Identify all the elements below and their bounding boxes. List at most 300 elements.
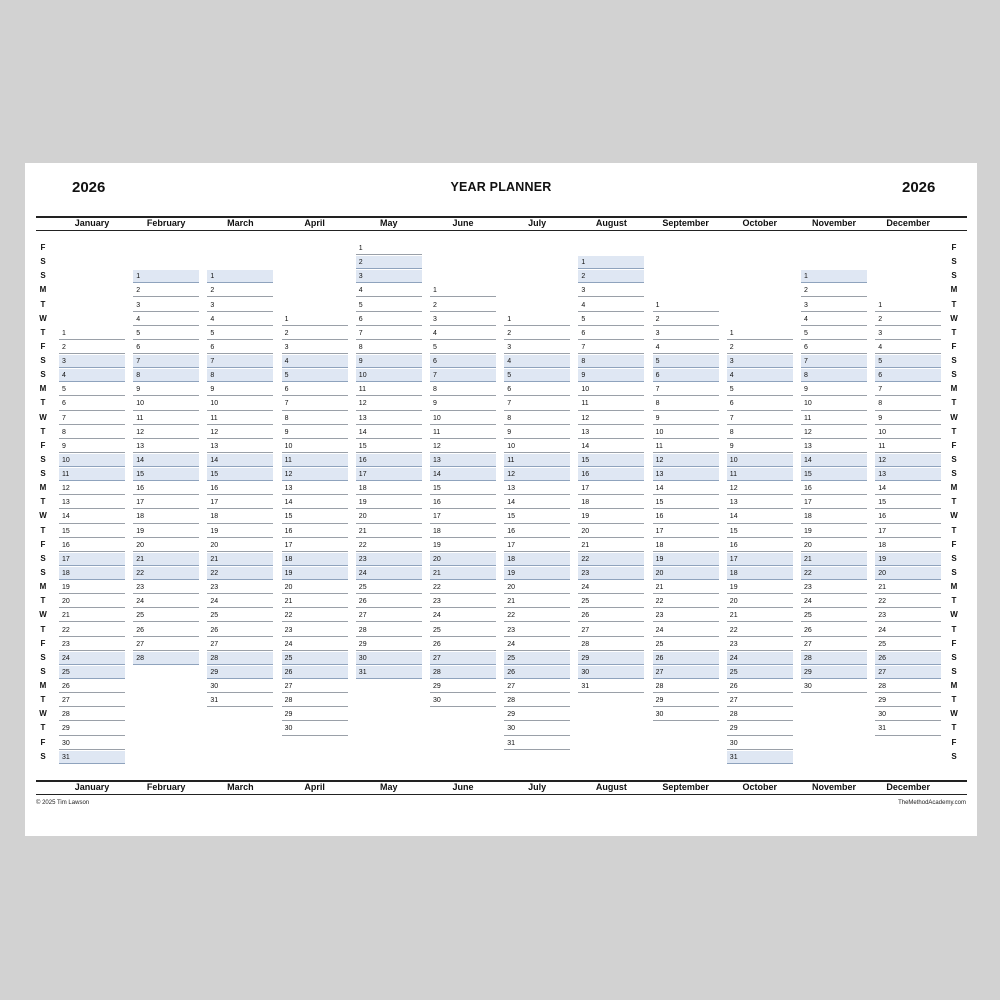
day-cell: 15 [727,525,793,538]
day-cell: 25 [282,652,348,665]
day-cell: 4 [430,327,496,340]
weekday-label-right: S [951,370,957,380]
day-cell: 12 [727,482,793,495]
day-cell: 19 [133,525,199,538]
day-cell: 13 [653,468,719,481]
day-cell: 1 [801,270,867,283]
day-cell: 26 [653,652,719,665]
day-cell: 19 [578,510,644,523]
day-cell: 23 [875,609,941,622]
day-cell: 12 [133,426,199,439]
day-cell: 24 [133,595,199,608]
weekday-label-right: W [950,709,958,719]
day-cell: 27 [801,638,867,651]
day-cell: 22 [504,609,570,622]
weekday-label-left: S [40,553,46,563]
day-cell: 8 [578,355,644,368]
day-cell: 24 [504,638,570,651]
day-cell: 1 [207,270,273,283]
day-cell: 9 [59,440,125,453]
day-cell: 31 [504,737,570,750]
day-cell: 22 [59,624,125,637]
year-left: 2026 [72,179,106,196]
day-cell: 9 [282,426,348,439]
day-cell: 4 [653,341,719,354]
day-cell: 20 [133,539,199,552]
day-cell: 25 [59,666,125,679]
month-header-april: April [304,218,325,228]
planner-title: YEAR PLANNER [450,180,552,194]
weekday-label-left: T [40,624,46,634]
day-cell: 25 [801,609,867,622]
day-cell: 2 [356,256,422,269]
day-cell: 25 [356,581,422,594]
day-cell: 18 [653,539,719,552]
weekday-label-left: T [40,723,46,733]
day-cell: 22 [801,567,867,580]
day-cell: 4 [875,341,941,354]
weekday-label-left: M [39,582,47,592]
day-cell: 6 [430,355,496,368]
month-header-march: March [227,218,254,228]
day-cell: 28 [727,708,793,721]
day-cell: 19 [653,553,719,566]
day-cell: 16 [504,525,570,538]
month-header-may: May [380,218,398,228]
day-cell: 28 [59,708,125,721]
day-cell: 28 [356,624,422,637]
day-cell: 18 [207,510,273,523]
day-cell: 17 [875,525,941,538]
day-cell: 29 [59,722,125,735]
day-cell: 3 [59,355,125,368]
day-cell: 28 [801,652,867,665]
day-cell: 25 [653,638,719,651]
day-cell: 11 [133,412,199,425]
weekday-label-left: T [40,525,46,535]
weekday-label-right: T [951,299,957,309]
weekday-label-left: T [40,497,46,507]
day-cell: 4 [282,355,348,368]
day-cell: 29 [504,708,570,721]
day-cell: 3 [504,341,570,354]
day-cell: 30 [801,680,867,693]
day-cell: 19 [504,567,570,580]
day-cell: 25 [727,666,793,679]
day-cell: 4 [727,369,793,382]
weekday-label-right: S [951,567,957,577]
weekday-label-right: T [951,497,957,507]
day-cell: 14 [653,482,719,495]
day-cell: 16 [207,482,273,495]
day-cell: 17 [356,468,422,481]
day-cell: 3 [133,299,199,312]
day-cell: 29 [653,694,719,707]
day-cell: 19 [356,496,422,509]
top-rule-lower [36,230,967,231]
day-cell: 16 [578,468,644,481]
day-cell: 4 [504,355,570,368]
day-cell: 26 [133,624,199,637]
day-cell: 16 [133,482,199,495]
weekday-label-right: T [951,525,957,535]
weekday-label-right: T [951,723,957,733]
day-cell: 10 [504,440,570,453]
day-cell: 22 [207,567,273,580]
day-cell: 15 [59,525,125,538]
day-cell: 4 [578,299,644,312]
day-cell: 12 [875,454,941,467]
day-cell: 17 [430,510,496,523]
weekday-label-left: F [40,539,46,549]
day-cell: 15 [207,468,273,481]
day-cell: 2 [578,270,644,283]
day-cell: 9 [801,383,867,396]
day-cell: 21 [727,609,793,622]
weekday-label-right: S [951,666,957,676]
month-footer-july: July [528,782,547,792]
day-cell: 20 [504,581,570,594]
day-cell: 24 [875,624,941,637]
day-cell: 7 [653,383,719,396]
day-cell: 24 [59,652,125,665]
day-cell: 5 [133,327,199,340]
day-cell: 8 [504,412,570,425]
day-cell: 7 [356,327,422,340]
weekday-label-left: M [39,285,47,295]
day-cell: 24 [356,567,422,580]
day-cell: 15 [430,482,496,495]
day-cell: 30 [59,737,125,750]
day-cell: 4 [207,313,273,326]
day-cell: 7 [875,383,941,396]
month-footer-april: April [304,782,325,792]
day-cell: 15 [282,510,348,523]
day-cell: 28 [504,694,570,707]
day-cell: 24 [653,624,719,637]
day-cell: 20 [875,567,941,580]
month-header-january: January [74,218,110,228]
weekday-label-left: T [40,695,46,705]
day-cell: 1 [59,327,125,340]
day-cell: 26 [356,595,422,608]
weekday-label-right: T [951,426,957,436]
month-footer-may: May [380,782,398,792]
day-cell: 14 [59,510,125,523]
weekday-label-right: F [951,638,957,648]
day-cell: 18 [59,567,125,580]
day-cell: 1 [282,313,348,326]
day-cell: 10 [133,397,199,410]
day-cell: 18 [504,553,570,566]
day-cell: 4 [133,313,199,326]
day-cell: 13 [133,440,199,453]
day-cell: 12 [578,412,644,425]
day-cell: 11 [875,440,941,453]
weekday-label-right: S [951,271,957,281]
weekday-label-left: S [40,356,46,366]
planner-sheet [25,163,977,836]
day-cell: 24 [801,595,867,608]
day-cell: 8 [59,426,125,439]
day-cell: 17 [59,553,125,566]
day-cell: 11 [282,454,348,467]
day-cell: 6 [282,383,348,396]
weekday-label-right: F [951,341,957,351]
day-cell: 1 [653,299,719,312]
weekday-label-right: W [950,313,958,323]
day-cell: 5 [504,369,570,382]
day-cell: 10 [59,454,125,467]
website-text: TheMethodAcademy.com [898,800,966,806]
day-cell: 3 [207,299,273,312]
day-cell: 22 [578,553,644,566]
weekday-label-left: F [40,440,46,450]
day-cell: 9 [727,440,793,453]
day-cell: 26 [59,680,125,693]
weekday-label-left: F [40,737,46,747]
day-cell: 12 [207,426,273,439]
day-cell: 27 [875,666,941,679]
day-cell: 14 [430,468,496,481]
day-cell: 2 [801,284,867,297]
day-cell: 12 [653,454,719,467]
day-cell: 12 [59,482,125,495]
month-footer-september: September [662,782,709,792]
day-cell: 1 [504,313,570,326]
day-cell: 27 [282,680,348,693]
day-cell: 22 [653,595,719,608]
day-cell: 18 [356,482,422,495]
day-cell: 30 [207,680,273,693]
day-cell: 26 [282,666,348,679]
day-cell: 7 [133,355,199,368]
weekday-label-left: S [40,751,46,761]
day-cell: 21 [875,581,941,594]
day-cell: 13 [504,482,570,495]
day-cell: 10 [207,397,273,410]
day-cell: 29 [727,722,793,735]
month-header-june: June [452,218,474,228]
day-cell: 20 [727,595,793,608]
day-cell: 10 [653,426,719,439]
weekday-label-left: S [40,567,46,577]
day-cell: 23 [59,638,125,651]
bottom-rule-lower [36,794,967,795]
day-cell: 14 [356,426,422,439]
day-cell: 8 [133,369,199,382]
weekday-label-left: T [40,426,46,436]
day-cell: 28 [207,652,273,665]
day-cell: 27 [578,624,644,637]
weekday-label-left: W [39,511,47,521]
month-footer-november: November [811,782,856,792]
day-cell: 15 [504,510,570,523]
day-cell: 30 [430,694,496,707]
weekday-label-right: M [950,384,958,394]
day-cell: 2 [207,284,273,297]
day-cell: 16 [356,454,422,467]
weekday-label-right: F [951,440,957,450]
day-cell: 3 [801,299,867,312]
day-cell: 17 [801,496,867,509]
day-cell: 27 [727,694,793,707]
day-cell: 21 [282,595,348,608]
day-cell: 27 [207,638,273,651]
day-cell: 16 [282,525,348,538]
day-cell: 26 [801,624,867,637]
weekday-label-right: S [951,751,957,761]
day-cell: 5 [207,327,273,340]
weekday-label-right: T [951,327,957,337]
day-cell: 2 [653,313,719,326]
month-header-october: October [742,218,778,228]
day-cell: 9 [133,383,199,396]
day-cell: 11 [578,397,644,410]
day-cell: 17 [653,525,719,538]
weekday-label-right: S [951,553,957,563]
weekday-label-left: W [39,610,47,620]
copyright-text: © 2025 Tim Lawson [36,800,90,806]
weekday-label-left: S [40,454,46,464]
day-cell: 13 [430,454,496,467]
day-cell: 12 [430,440,496,453]
month-header-february: February [146,218,186,228]
day-cell: 17 [133,496,199,509]
weekday-label-right: S [951,652,957,662]
day-cell: 13 [801,440,867,453]
day-cell: 10 [801,397,867,410]
day-cell: 20 [578,525,644,538]
weekday-label-right: T [951,596,957,606]
day-cell: 28 [282,694,348,707]
day-cell: 23 [282,624,348,637]
day-cell: 7 [282,397,348,410]
day-cell: 25 [578,595,644,608]
day-cell: 16 [727,539,793,552]
day-cell: 27 [430,652,496,665]
day-cell: 3 [875,327,941,340]
day-cell: 6 [356,313,422,326]
weekday-label-right: S [951,356,957,366]
day-cell: 22 [133,567,199,580]
day-cell: 27 [356,609,422,622]
day-cell: 3 [578,284,644,297]
day-cell: 31 [207,694,273,707]
month-header-november: November [811,218,856,228]
day-cell: 18 [430,525,496,538]
day-cell: 7 [727,412,793,425]
weekday-label-right: S [951,257,957,267]
weekday-label-left: S [40,469,46,479]
day-cell: 19 [875,553,941,566]
weekday-label-right: T [951,624,957,634]
day-cell: 11 [59,468,125,481]
day-cell: 7 [504,397,570,410]
day-cell: 30 [875,708,941,721]
day-cell: 19 [801,525,867,538]
weekday-label-left: F [40,638,46,648]
day-cell: 21 [207,553,273,566]
month-footer-january: January [74,782,110,792]
day-cell: 13 [875,468,941,481]
day-cell: 3 [727,355,793,368]
weekday-label-left: T [40,596,46,606]
day-cell: 9 [653,412,719,425]
day-cell: 1 [578,256,644,269]
day-cell: 1 [356,242,422,255]
day-cell: 8 [801,369,867,382]
day-cell: 29 [578,652,644,665]
day-cell: 18 [801,510,867,523]
day-cell: 23 [207,581,273,594]
day-cell: 7 [578,341,644,354]
day-cell: 2 [875,313,941,326]
day-cell: 17 [727,553,793,566]
day-cell: 24 [578,581,644,594]
day-cell: 3 [653,327,719,340]
day-cell: 28 [653,680,719,693]
day-cell: 6 [875,369,941,382]
day-cell: 13 [356,412,422,425]
day-cell: 15 [653,496,719,509]
day-cell: 12 [504,468,570,481]
day-cell: 21 [801,553,867,566]
day-cell: 5 [653,355,719,368]
day-cell: 11 [727,468,793,481]
weekday-label-right: F [951,737,957,747]
day-cell: 2 [282,327,348,340]
day-cell: 12 [282,468,348,481]
day-cell: 28 [430,666,496,679]
weekday-label-right: W [950,610,958,620]
day-cell: 8 [653,397,719,410]
day-cell: 29 [356,638,422,651]
day-cell: 11 [653,440,719,453]
weekday-label-left: F [40,341,46,351]
weekday-label-left: W [39,313,47,323]
weekday-label-right: W [950,511,958,521]
day-cell: 23 [578,567,644,580]
day-cell: 24 [282,638,348,651]
day-cell: 23 [356,553,422,566]
day-cell: 15 [578,454,644,467]
day-cell: 29 [282,708,348,721]
day-cell: 30 [653,708,719,721]
day-cell: 14 [801,454,867,467]
day-cell: 21 [133,553,199,566]
day-cell: 10 [875,426,941,439]
day-cell: 17 [578,482,644,495]
day-cell: 8 [207,369,273,382]
month-header-july: July [528,218,547,228]
day-cell: 24 [727,652,793,665]
day-cell: 31 [727,751,793,764]
day-cell: 11 [504,454,570,467]
day-cell: 24 [207,595,273,608]
day-cell: 19 [727,581,793,594]
weekday-label-right: S [951,469,957,479]
day-cell: 21 [653,581,719,594]
month-header-august: August [595,218,627,228]
day-cell: 28 [133,652,199,665]
weekday-label-left: T [40,398,46,408]
day-cell: 7 [207,355,273,368]
day-cell: 5 [356,299,422,312]
weekday-label-right: F [951,539,957,549]
month-footer-august: August [595,782,627,792]
day-cell: 2 [727,341,793,354]
